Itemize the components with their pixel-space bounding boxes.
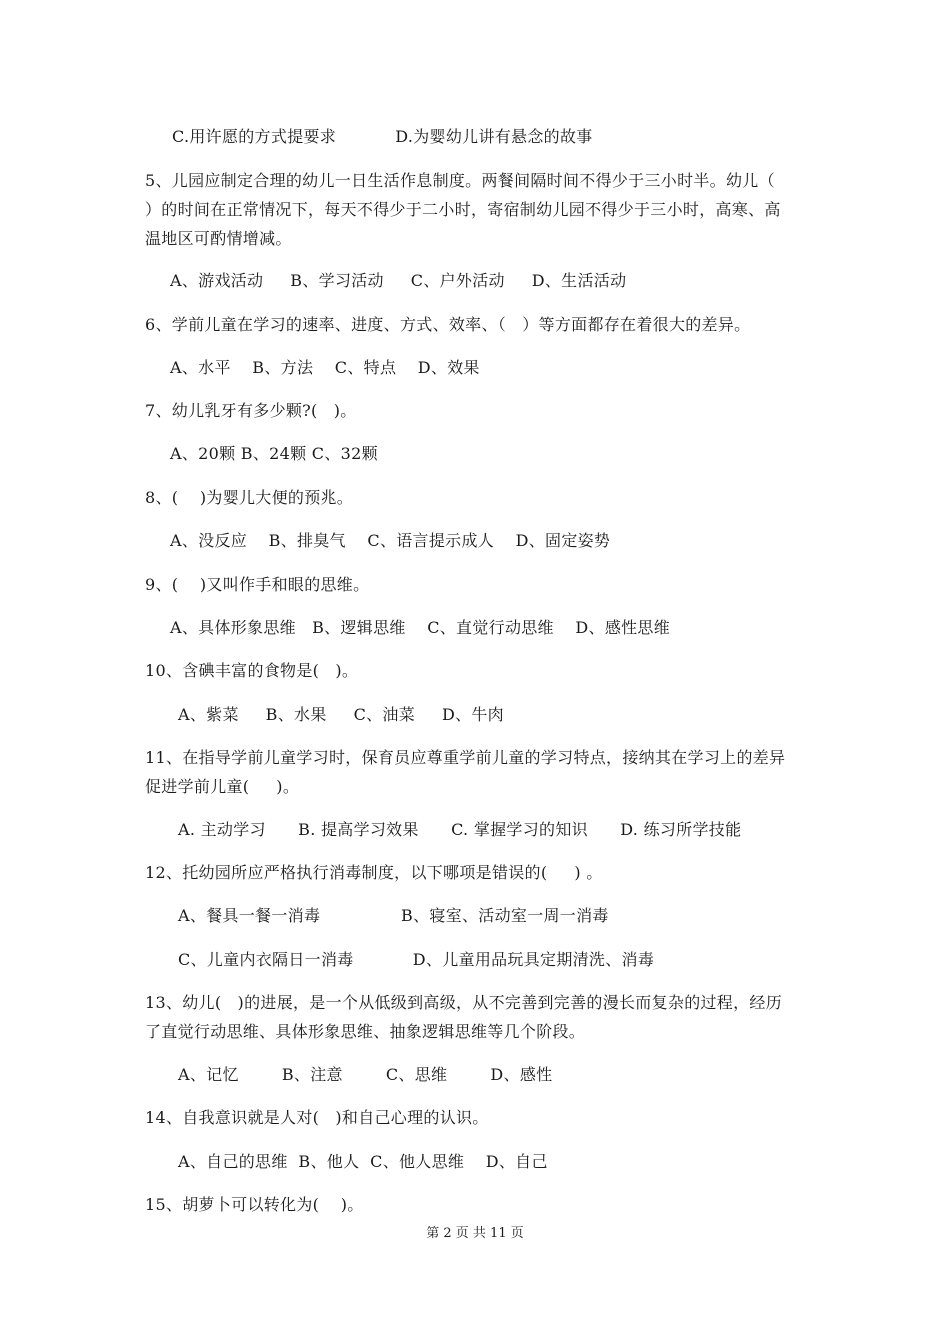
question-5-cont: 温地区可酌情增减。 [145, 229, 292, 248]
question-12-options: A、餐具一餐一消毒 B、寝室、活动室一周一消毒 [178, 906, 609, 925]
question-12: 12、托幼园所应严格执行消毒制度，以下哪项是错误的( ) 。 [145, 863, 603, 882]
option-line: C.用许愿的方式提要求 D.为婴幼儿讲有悬念的故事 [172, 127, 593, 146]
question-13: 13、幼儿( )的进展，是一个从低级到高级，从不完善到完善的漫长而复杂的过程，经历 [145, 993, 783, 1012]
page-footer: 第 2 页 共 11 页 [426, 1226, 524, 1241]
question-11-cont: 促进学前儿童( )。 [145, 777, 300, 796]
question-10: 10、含碘丰富的食物是( )。 [145, 661, 359, 680]
question-6-options: A、水平 B、方法 C、特点 D、效果 [170, 358, 480, 377]
question-8-options: A、没反应 B、排臭气 C、语言提示成人 D、固定姿势 [170, 531, 611, 550]
question-9: 9、( )又叫作手和眼的思维。 [145, 575, 370, 594]
question-7-options: A、20颗 B、24颗 C、32颗 [170, 444, 378, 463]
question-9-options: A、具体形象思维 B、逻辑思维 C、直觉行动思维 D、感性思维 [170, 618, 671, 637]
question-12-options: C、儿童内衣隔日一消毒 D、儿童用品玩具定期清洗、消毒 [178, 950, 655, 969]
question-5-options: A、游戏活动 B、学习活动 C、户外活动 D、生活活动 [170, 271, 627, 290]
question-5-cont: ）的时间在正常情况下，每天不得少于二小时，寄宿制幼儿园不得少于三小时，高寒、高 [145, 200, 781, 219]
question-14-options: A、自己的思维 B、他人 C、他人思维 D、自己 [178, 1152, 548, 1171]
question-11: 11、在指导学前儿童学习时，保育员应尊重学前儿童的学习特点，接纳其在学习上的差异 [145, 748, 786, 767]
question-13-options: A、记忆 B、注意 C、思维 D、感性 [178, 1065, 553, 1084]
question-6: 6、学前儿童在学习的速率、进度、方式、效率、（ ）等方面都存在着很大的差异。 [145, 315, 751, 334]
question-15: 15、胡萝卜可以转化为( )。 [145, 1195, 364, 1214]
question-11-options: A. 主动学习 B. 提高学习效果 C. 掌握学习的知识 D. 练习所学技能 [178, 820, 742, 839]
question-5: 5、儿园应制定合理的幼儿一日生活作息制度。两餐间隔时间不得少于三小时半。幼儿（ [145, 171, 775, 190]
question-13-cont: 了直觉行动思维、具体形象思维、抽象逻辑思维等几个阶段。 [145, 1022, 586, 1041]
question-7: 7、幼儿乳牙有多少颗?( )。 [145, 401, 357, 420]
question-14: 14、自我意识就是人对( )和自己心理的认识。 [145, 1108, 489, 1127]
question-8: 8、( )为婴儿大便的预兆。 [145, 488, 354, 507]
question-10-options: A、紫菜 B、水果 C、油菜 D、牛肉 [178, 705, 504, 724]
